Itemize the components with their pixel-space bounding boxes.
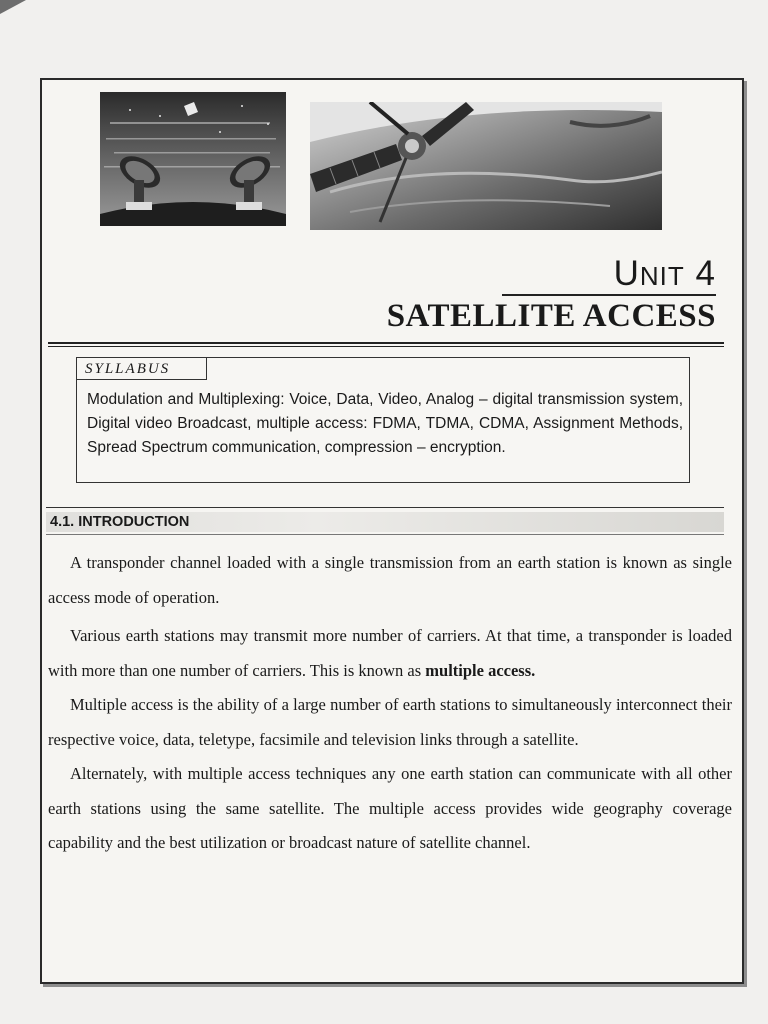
- page-frame: [40, 78, 744, 984]
- title-rule-thin: [48, 346, 724, 347]
- header-images: [100, 90, 665, 230]
- section-rule-lower: [46, 534, 724, 535]
- satellite-dishes-image: [100, 92, 286, 226]
- paragraph-3: Multiple access is the ability of a large number of earth stations to simultaneously interconnect their respective voice, data, teletype, facsimile and television links through a satellite.: [48, 695, 732, 749]
- chapter-title: SATELLITE ACCESS: [386, 298, 716, 334]
- unit-underline: [502, 294, 716, 296]
- term-multiple-access: multiple access.: [425, 660, 536, 680]
- syllabus-box: [76, 357, 690, 483]
- paragraph-1: A transponder channel loaded with a single transmission from an earth station is known as single access mode of operation.: [48, 553, 732, 607]
- paragraph-2: Various earth stations may transmit more number of carriers. At that time, a transponder is loaded with more than one number of carriers. This is known as multiple access.: [48, 626, 732, 680]
- syllabus-text: Modulation and Multiplexing: Voice, Data, Video, Analog – digital transmission system, Digital video Broadcast, multiple access: FDMA, TDMA, CDMA, Assignment Methods, Spread Spectrum communication, compression – encryption.: [87, 391, 683, 456]
- title-rule: [48, 342, 724, 344]
- paragraph-4: Alternately, with multiple access techniques any one earth station can communicate with all other earth stations using the same satellite. The multiple access provides wide geography coverage capability and the best utilization or broadcast nature of satellite channel.: [48, 764, 732, 852]
- body-text: [48, 546, 732, 861]
- section-heading: 4.1. INTRODUCTION: [46, 512, 724, 532]
- satellite-orbit-image: [310, 102, 662, 230]
- scan-corner-mark: [0, 0, 26, 14]
- section-rule: [46, 507, 724, 508]
- unit-label: UNIT 4: [613, 254, 716, 293]
- syllabus-tag: SYLLABUS: [77, 358, 207, 380]
